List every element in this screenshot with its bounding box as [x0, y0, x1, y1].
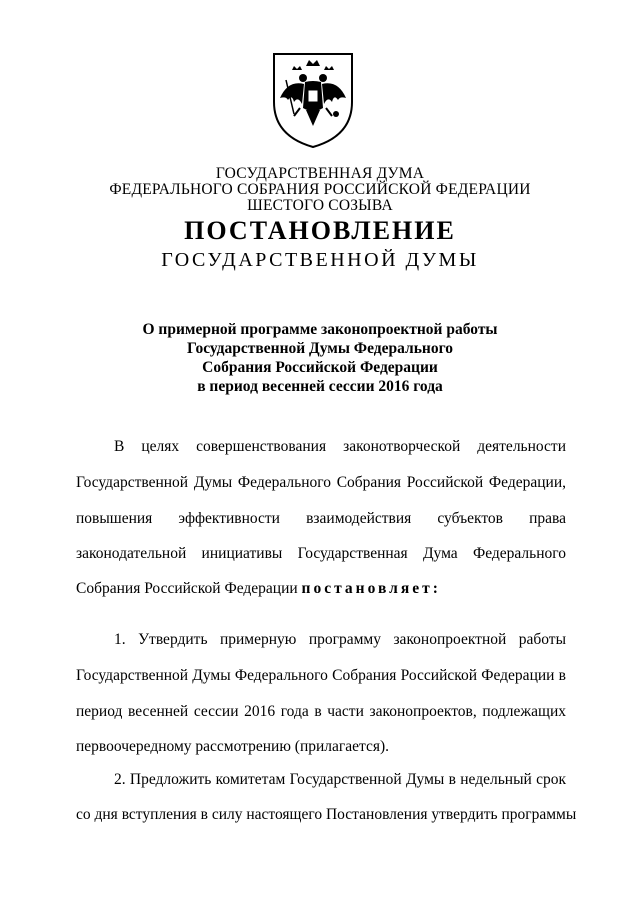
preamble-line-5-text: Собрания Российской Федерации — [76, 580, 298, 597]
coat-of-arms-icon — [270, 50, 356, 150]
preamble-line-5 — [76, 580, 566, 598]
preamble-line-2: Государственной Думы Федерального Собрания Российской Федерации, — [76, 474, 566, 491]
preamble-line-1: В целях совершенствования законотворческой деятельности — [114, 438, 566, 455]
subject-line-1: О примерной программе законопроектной работы — [142, 321, 498, 338]
preamble-line-3: повышения эффективности взаимодействия субъектов права — [76, 510, 566, 527]
org-line-2: ФЕДЕРАЛЬНОГО СОБРАНИЯ РОССИЙСКОЙ ФЕДЕРАЦИИ — [109, 181, 531, 198]
org-line-1: ГОСУДАРСТВЕННАЯ ДУМА — [215, 165, 425, 182]
resolves-word: постановляет: — [301, 580, 441, 597]
subject-line-3: Собрания Российской Федерации — [202, 359, 438, 376]
preamble-line-4: законодательной инициативы Государственная Дума Федерального — [76, 545, 566, 562]
item2-line-2: со дня вступления в силу настоящего Постановления утвердить программы — [76, 806, 577, 823]
item2-line-1: 2. Предложить комитетам Государственной Думы в недельный срок — [114, 771, 566, 788]
subject-line-2: Государственной Думы Федерального — [186, 340, 453, 357]
doc-type-title: ПОСТАНОВЛЕНИЕ — [184, 216, 456, 245]
item1-line-2: Государственной Думы Федерального Собрания Российской Федерации в — [76, 667, 566, 684]
item1-line-4: первоочередному рассмотрению (прилагается). — [76, 738, 390, 755]
subject-line-4: в период весенней сессии 2016 года — [197, 378, 443, 395]
doc-issuer-title: ГОСУДАРСТВЕННОЙ ДУМЫ — [161, 249, 479, 271]
item1-line-1: 1. Утвердить примерную программу законопроектной работы — [114, 631, 566, 648]
org-line-3: ШЕСТОГО СОЗЫВА — [247, 197, 393, 214]
item1-line-3: период весенней сессии 2016 года в части законопроектов, подлежащих — [76, 703, 566, 720]
